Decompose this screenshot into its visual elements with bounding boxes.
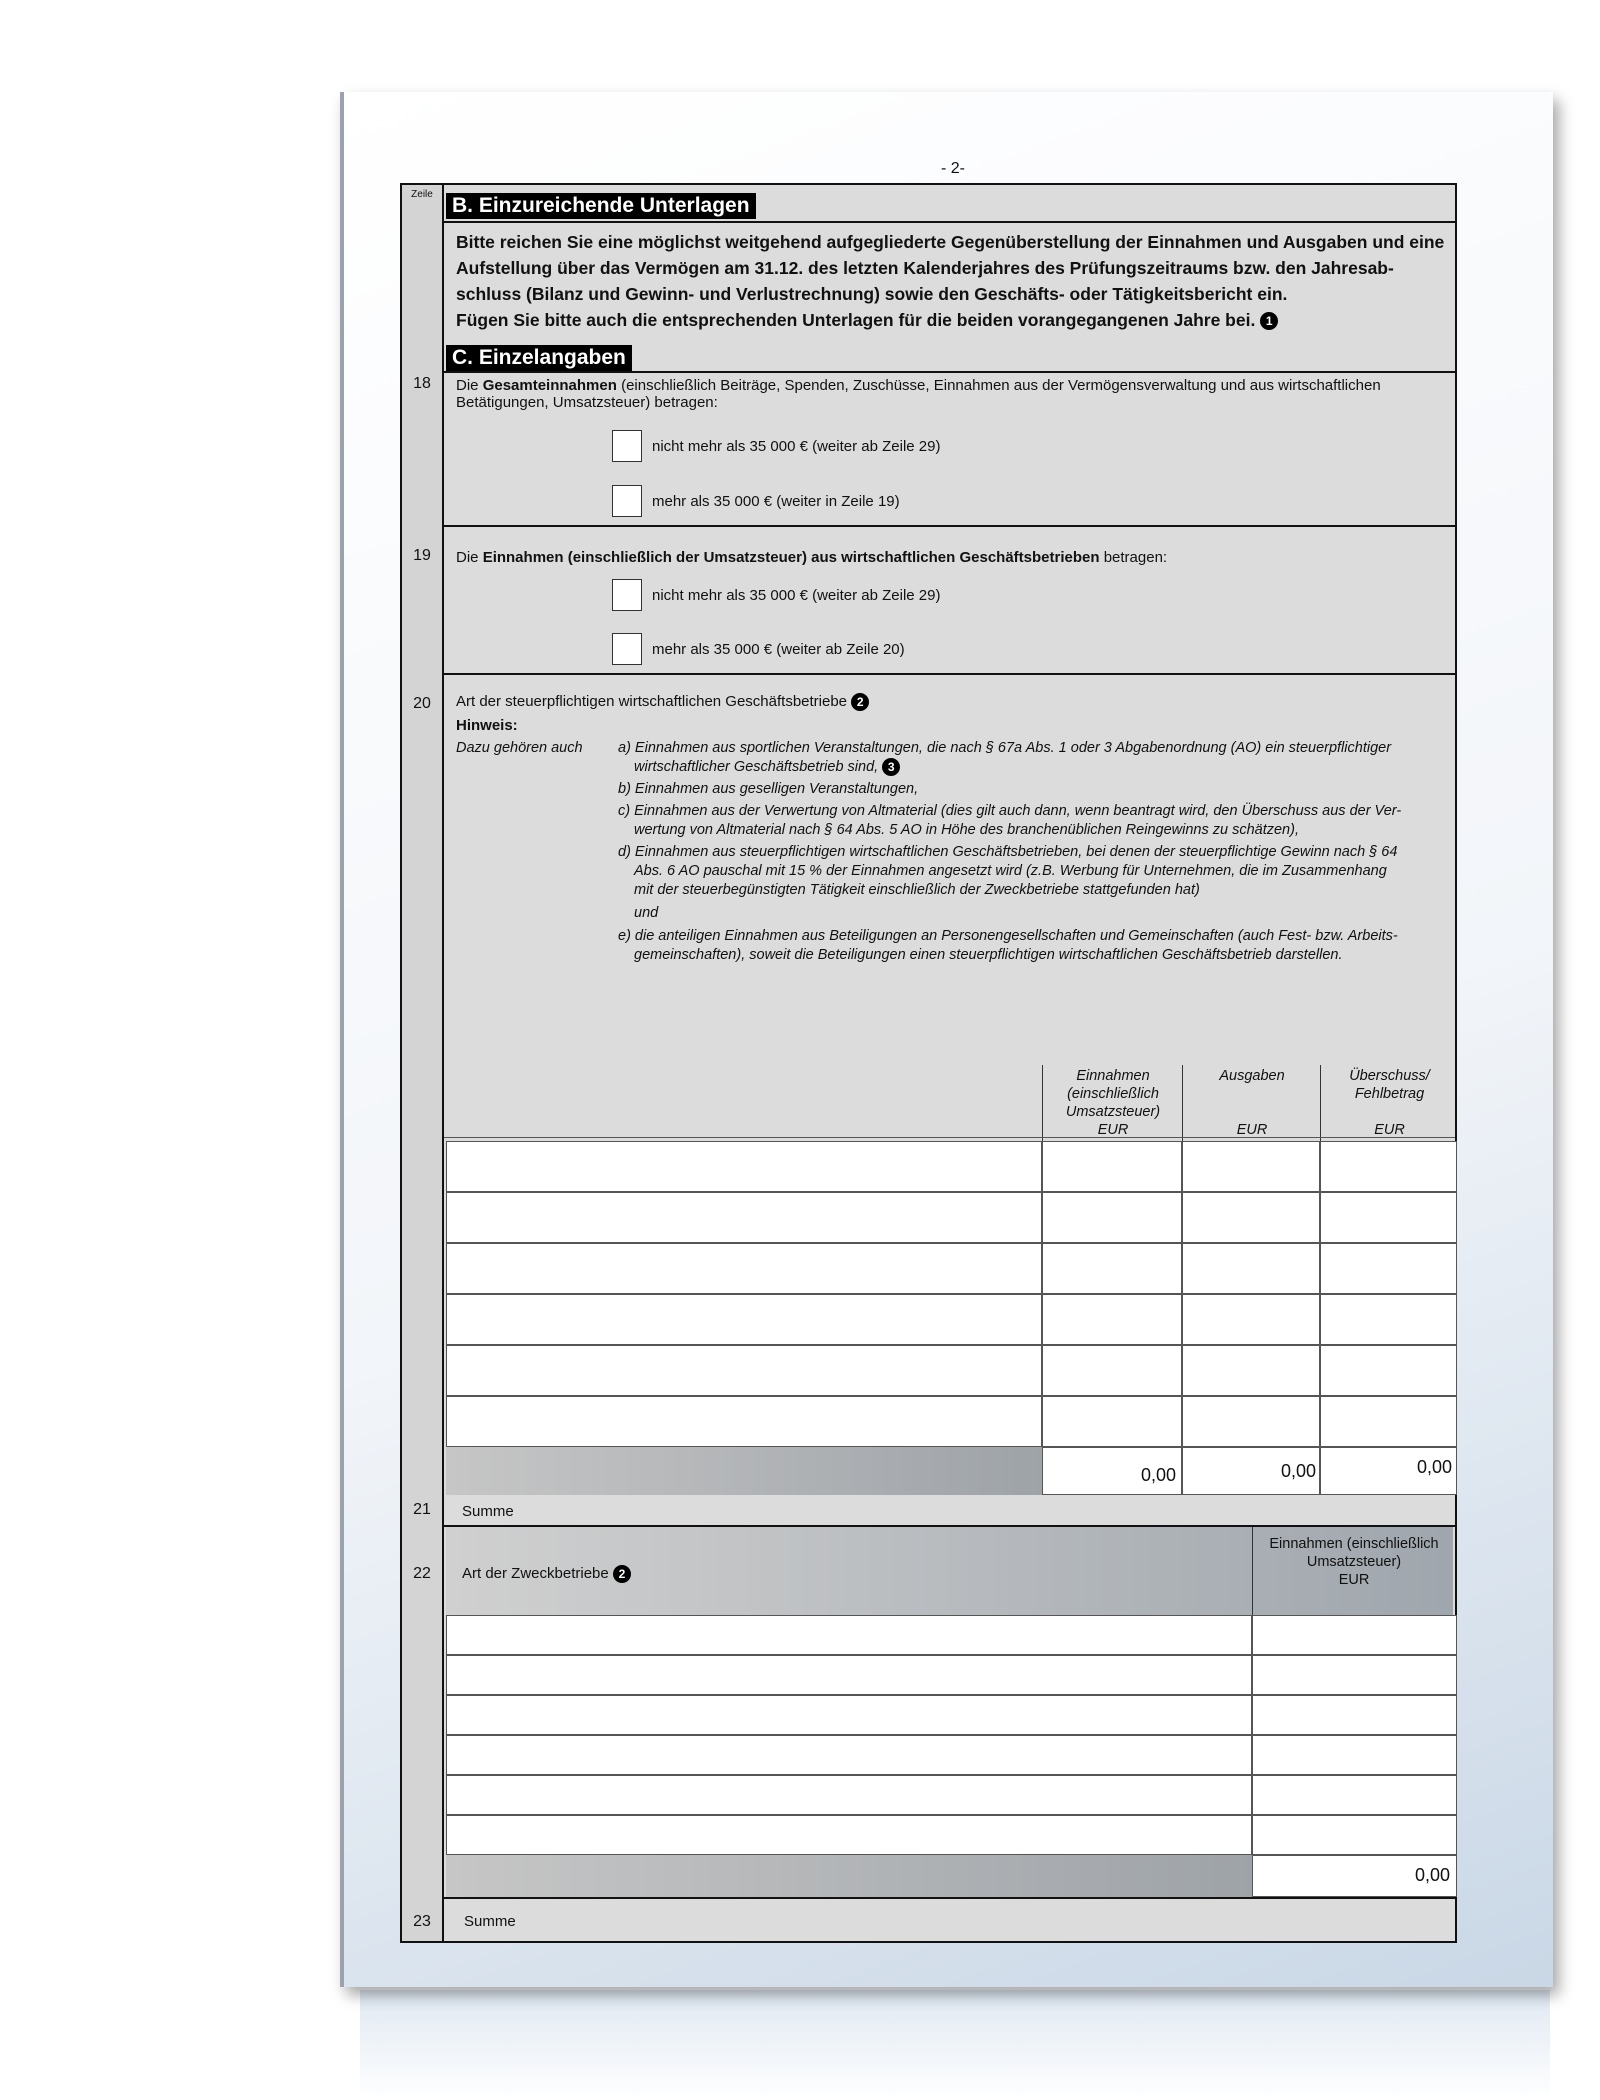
row22-col-header: Einnahmen (einschließlich Umsatzsteuer) EUR bbox=[1269, 1536, 1439, 1588]
amount-input[interactable] bbox=[1252, 1735, 1457, 1775]
zweckbetrieb-name-input[interactable] bbox=[446, 1735, 1252, 1775]
amount-input[interactable] bbox=[1252, 1775, 1457, 1815]
amount-input[interactable] bbox=[1252, 1615, 1457, 1655]
row22-title: Art der Zweckbetriebe 2 bbox=[462, 1565, 631, 1583]
note-1-icon[interactable]: 1 bbox=[1260, 312, 1278, 330]
row18-option-label: mehr als 35 000 € (weiter in Zeile 19) bbox=[652, 493, 900, 510]
row18-checkbox-more[interactable] bbox=[612, 485, 642, 517]
row18-option-label: nicht mehr als 35 000 € (weiter ab Zeile 29) bbox=[652, 438, 941, 455]
amount-input[interactable] bbox=[1252, 1655, 1457, 1695]
summe-label: Summe bbox=[462, 1503, 514, 1520]
col-ausgaben-header: Ausgaben EUR bbox=[1219, 1068, 1285, 1138]
sum-einnahmen: 0,00 bbox=[1140, 1465, 1176, 1485]
zweckbetrieb-name-input[interactable] bbox=[446, 1775, 1252, 1815]
business-name-input[interactable] bbox=[446, 1243, 1042, 1294]
business-name-input[interactable] bbox=[446, 1141, 1042, 1192]
document-page bbox=[340, 92, 1553, 1987]
amount-input[interactable] bbox=[1252, 1695, 1457, 1735]
amount-input[interactable] bbox=[1320, 1294, 1457, 1345]
zeile-label: Zeile bbox=[411, 189, 433, 200]
line-number: 21 bbox=[413, 1501, 431, 1518]
row18-checkbox-not-more[interactable] bbox=[612, 430, 642, 462]
amount-input[interactable] bbox=[1320, 1345, 1457, 1396]
row22-sum-shade bbox=[446, 1855, 1252, 1897]
amount-input[interactable] bbox=[1182, 1294, 1320, 1345]
zweckbetrieb-name-input[interactable] bbox=[446, 1615, 1252, 1655]
amount-input[interactable] bbox=[1182, 1141, 1320, 1192]
summe-label: Summe bbox=[464, 1913, 516, 1930]
hinweis-list: a) Einnahmen aus sportlichen Veranstaltungen, die nach § 67a Abs. 1 oder 3 Abgabenordnung (AO) ein steuerpflichtiger wirtschaftlicher Geschäftsbetrieb sind, 3 b) Einnahmen aus geselligen Veranstaltungen, c) Einnahmen aus der Verwertung von Altmaterial (dies gilt auch dann, wenn beantragt wird, den Überschuss aus der Ver- wertung von Altmaterial nach § 64 Abs. 5 AO in Höhe des branchenüblichen Reingewinns zu schätzen), d) Einnahmen aus steuerpflichtigen wirtschaftlichen Geschäftsbetrieben, bei denen der steuerpflichtige Gewinn nach § 64 Abs. 6 AO pauschal mit 15 % der Einnahmen angesetzt wird (z.B. Werbung für Unternehmen, die im Zusammenhang mit der steuerbegünstigten Tätigkeit einschließlich der Zweckbetriebe stattgefunden hat) und e) die anteiligen Einnahmen aus Beteiligungen an Personengesellschaften und Gemeinschaften (auch Fest- bzw. Arbeits- gemeinschaften), soweit die Beteiligungen einen steuerpflichtigen wirtschaftlichen Geschäftsbetrieb darstellen. bbox=[618, 740, 1402, 963]
section-c-title: C. Einzelangaben bbox=[446, 345, 632, 371]
row18-text: Die Gesamteinnahmen (einschließlich Beiträge, Spenden, Zuschüsse, Einnahmen aus der Vermögensverwaltung und aus wirtschaftlichen Betätigungen, Umsatzsteuer) betragen: bbox=[456, 377, 1381, 411]
amount-input[interactable] bbox=[1042, 1243, 1182, 1294]
note-3-icon[interactable]: 3 bbox=[882, 758, 900, 776]
line-number: 20 bbox=[413, 695, 431, 712]
note-2-icon[interactable]: 2 bbox=[851, 693, 869, 711]
amount-input[interactable] bbox=[1320, 1192, 1457, 1243]
note-2-icon[interactable]: 2 bbox=[613, 1565, 631, 1583]
dazu-label: Dazu gehören auch bbox=[456, 740, 583, 756]
zweckbetrieb-name-input[interactable] bbox=[446, 1815, 1252, 1855]
row19-text: Die Einnahmen (einschließlich der Umsatzsteuer) aus wirtschaftlichen Geschäftsbetrieben betragen: bbox=[456, 549, 1168, 566]
form bbox=[400, 183, 1457, 1943]
col-ueberschuss-header: Überschuss/ Fehlbetrag EUR bbox=[1349, 1068, 1430, 1138]
zweckbetrieb-name-input[interactable] bbox=[446, 1655, 1252, 1695]
amount-input[interactable] bbox=[1182, 1243, 1320, 1294]
section-b-title: B. Einzureichende Unterlagen bbox=[446, 193, 756, 219]
business-name-input[interactable] bbox=[446, 1192, 1042, 1243]
line-number: 23 bbox=[413, 1913, 431, 1930]
amount-input[interactable] bbox=[1042, 1345, 1182, 1396]
business-name-input[interactable] bbox=[446, 1294, 1042, 1345]
row22-sum: 0,00 bbox=[1414, 1865, 1450, 1885]
row19-checkbox-not-more[interactable] bbox=[612, 579, 642, 611]
sum-ausgaben: 0,00 bbox=[1280, 1461, 1316, 1481]
hinweis-label: Hinweis: bbox=[456, 717, 518, 734]
section-b-text: Bitte reichen Sie eine möglichst weitgehend aufgegliederte Gegenüberstellung der Einnahmen und Ausgaben und eine Aufstellung über das Vermögen am 31.12. des letzten Kalenderjahres des Prüfungszeitraums bzw. den Jahresab- schluss (Bilanz und Gewinn- und Verlustrechnung) sowie den Geschäfts- oder Tätigkeitsbericht ein. Fügen Sie bitte auch die entsprechenden Unterlagen für die beiden vorangegangenen Jahre bei. 1 bbox=[456, 232, 1445, 330]
col-einnahmen-header: Einnahmen (einschließlich Umsatzsteuer) EUR bbox=[1065, 1068, 1161, 1138]
amount-input[interactable] bbox=[1320, 1243, 1457, 1294]
page-number: - 2- bbox=[941, 160, 965, 177]
line-number: 22 bbox=[413, 1565, 431, 1582]
business-name-input[interactable] bbox=[446, 1345, 1042, 1396]
amount-input[interactable] bbox=[1320, 1396, 1457, 1447]
amount-input[interactable] bbox=[1042, 1192, 1182, 1243]
amount-input[interactable] bbox=[1042, 1294, 1182, 1345]
page-reflection bbox=[360, 1990, 1550, 2100]
amount-input[interactable] bbox=[1042, 1396, 1182, 1447]
business-name-input[interactable] bbox=[446, 1396, 1042, 1447]
amount-input[interactable] bbox=[1182, 1192, 1320, 1243]
sum-ueberschuss: 0,00 bbox=[1416, 1457, 1452, 1477]
row19-option-label: mehr als 35 000 € (weiter ab Zeile 20) bbox=[652, 641, 905, 658]
amount-input[interactable] bbox=[1252, 1815, 1457, 1855]
row20-title: Art der steuerpflichtigen wirtschaftlichen Geschäftsbetriebe 2 bbox=[456, 693, 869, 711]
zweckbetrieb-name-input[interactable] bbox=[446, 1695, 1252, 1735]
line-number: 19 bbox=[413, 547, 431, 564]
amount-input[interactable] bbox=[1320, 1141, 1457, 1192]
amount-input[interactable] bbox=[1182, 1345, 1320, 1396]
line-number: 18 bbox=[413, 375, 431, 392]
amount-input[interactable] bbox=[1182, 1396, 1320, 1447]
amount-input[interactable] bbox=[1042, 1141, 1182, 1192]
sum-shade bbox=[446, 1447, 1042, 1495]
row19-checkbox-more[interactable] bbox=[612, 633, 642, 665]
zeile-column bbox=[402, 185, 444, 1941]
row19-option-label: nicht mehr als 35 000 € (weiter ab Zeile 29) bbox=[652, 587, 941, 604]
